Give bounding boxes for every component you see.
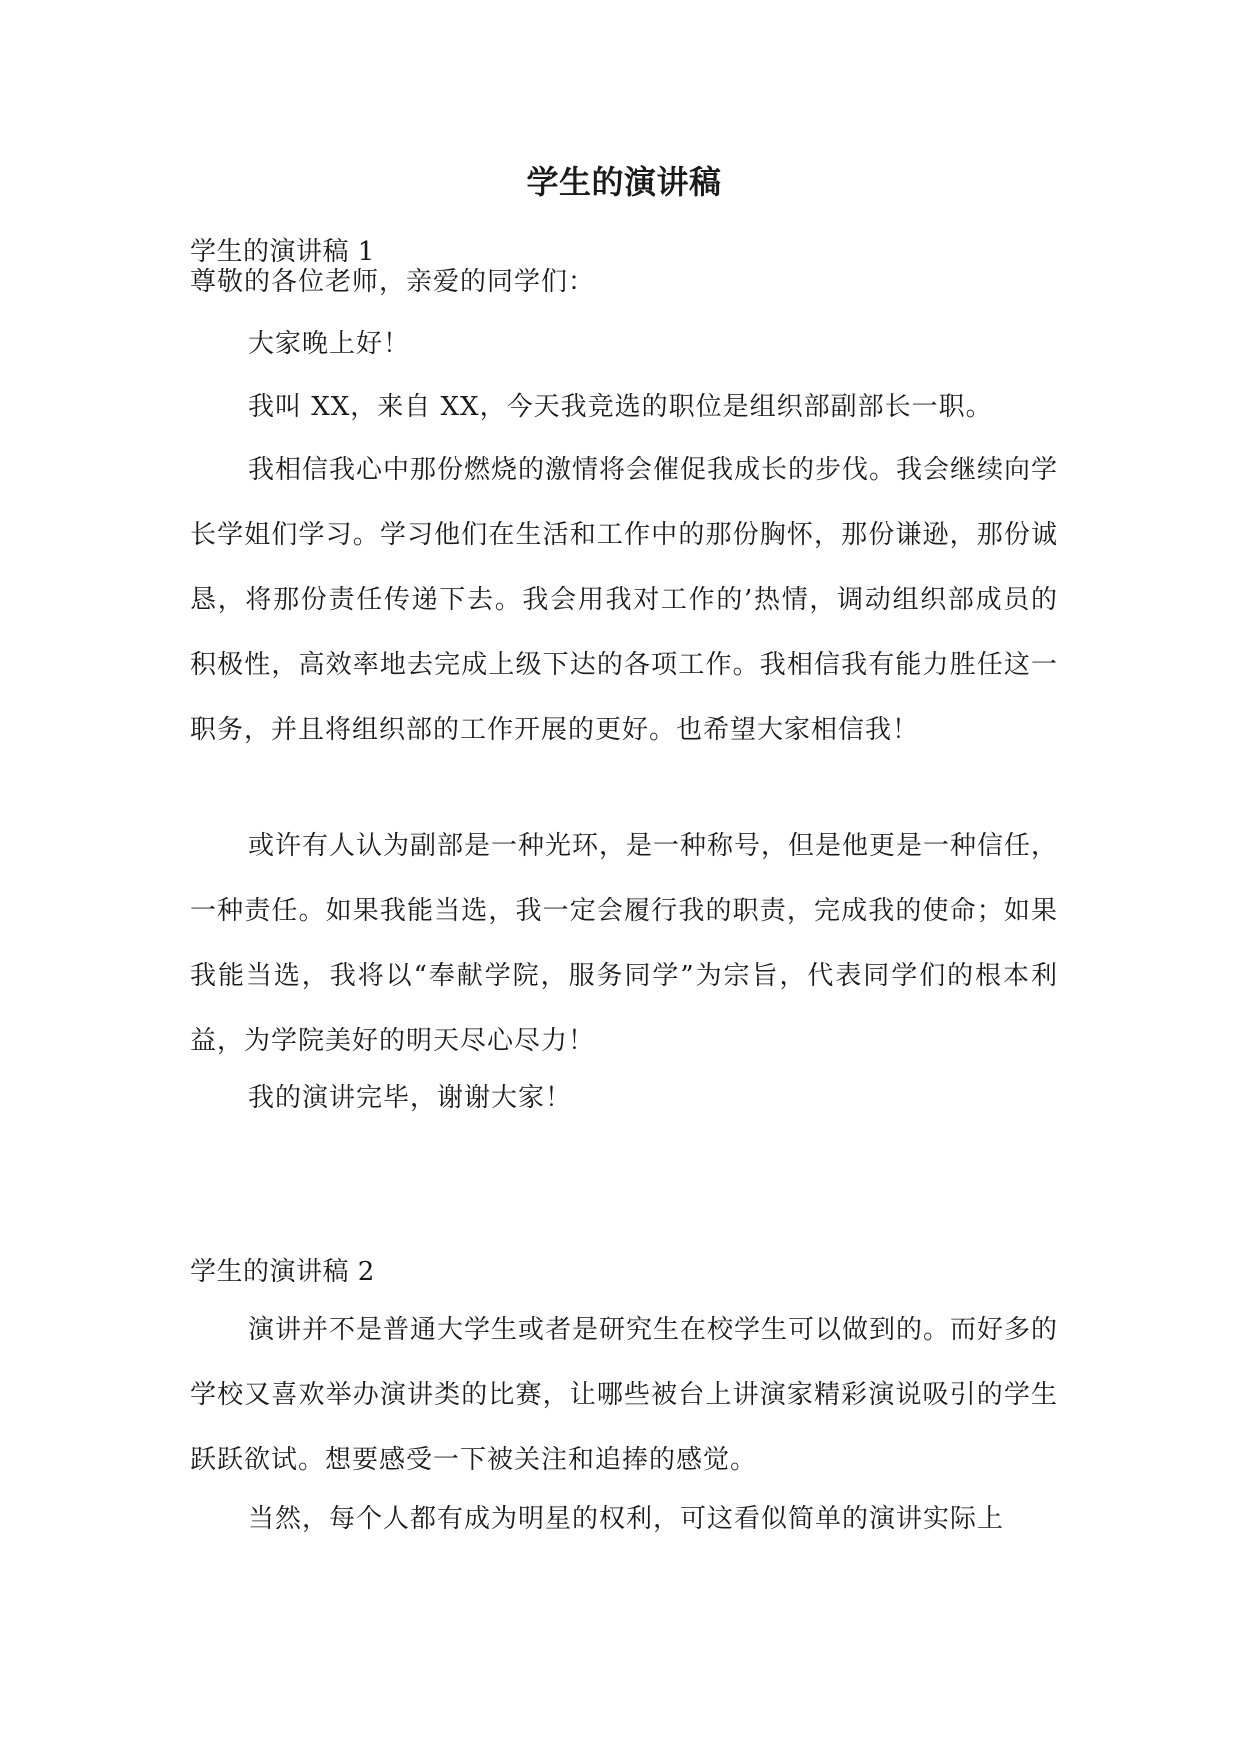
paragraph-intro: 我叫 XX，来自 XX，今天我竞选的职位是组织部副部长一职。 <box>248 392 993 422</box>
section-heading-2: 学生的演讲稿 2 <box>190 1257 375 1287</box>
paragraph-everyone-star: 当然，每个人都有成为明星的权利，可这看似简单的演讲实际上 <box>248 1504 1005 1534</box>
paragraph-closing: 我的演讲完毕，谢谢大家！ <box>248 1083 573 1113</box>
greeting: 大家晚上好！ <box>248 329 411 359</box>
paragraph-commitment: 我相信我心中那份燃烧的激情将会催促我成长的步伐。我会继续向学长学姐们学习。学习他们在生活和工作中的那份胸怀，那份谦逊，那份诚恳，将那份责任传递下去。我会用我对工作的’热情，调动组织部成员的积极性，高效率地去完成上级下达的各项工作。我相信我有能力胜任这一职务，并且将组织部的工作开展的更好。也希望大家相信我！ <box>190 455 1059 745</box>
salutation: 尊敬的各位老师，亲爱的同学们： <box>190 267 596 297</box>
paragraph-responsibility: 或许有人认为副部是一种光环，是一种称号，但是他更是一种信任，一种责任。如果我能当选，我一定会履行我的职责，完成我的使命；如果我能当选，我将以“奉献学院，服务同学”为宗旨，代表同学们的根本利益，为学院美好的明天尽心尽力！ <box>190 831 1059 1056</box>
section-heading-1: 学生的演讲稿 1 <box>190 237 375 267</box>
paragraph-speech-contests: 演讲并不是普通大学生或者是研究生在校学生可以做到的。而好多的学校又喜欢举办演讲类的比赛，让哪些被台上讲演家精彩演说吸引的学生跃跃欲试。想要感受一下被关注和追捧的感觉。 <box>190 1315 1059 1475</box>
document-title: 学生的演讲稿 <box>526 163 722 201</box>
